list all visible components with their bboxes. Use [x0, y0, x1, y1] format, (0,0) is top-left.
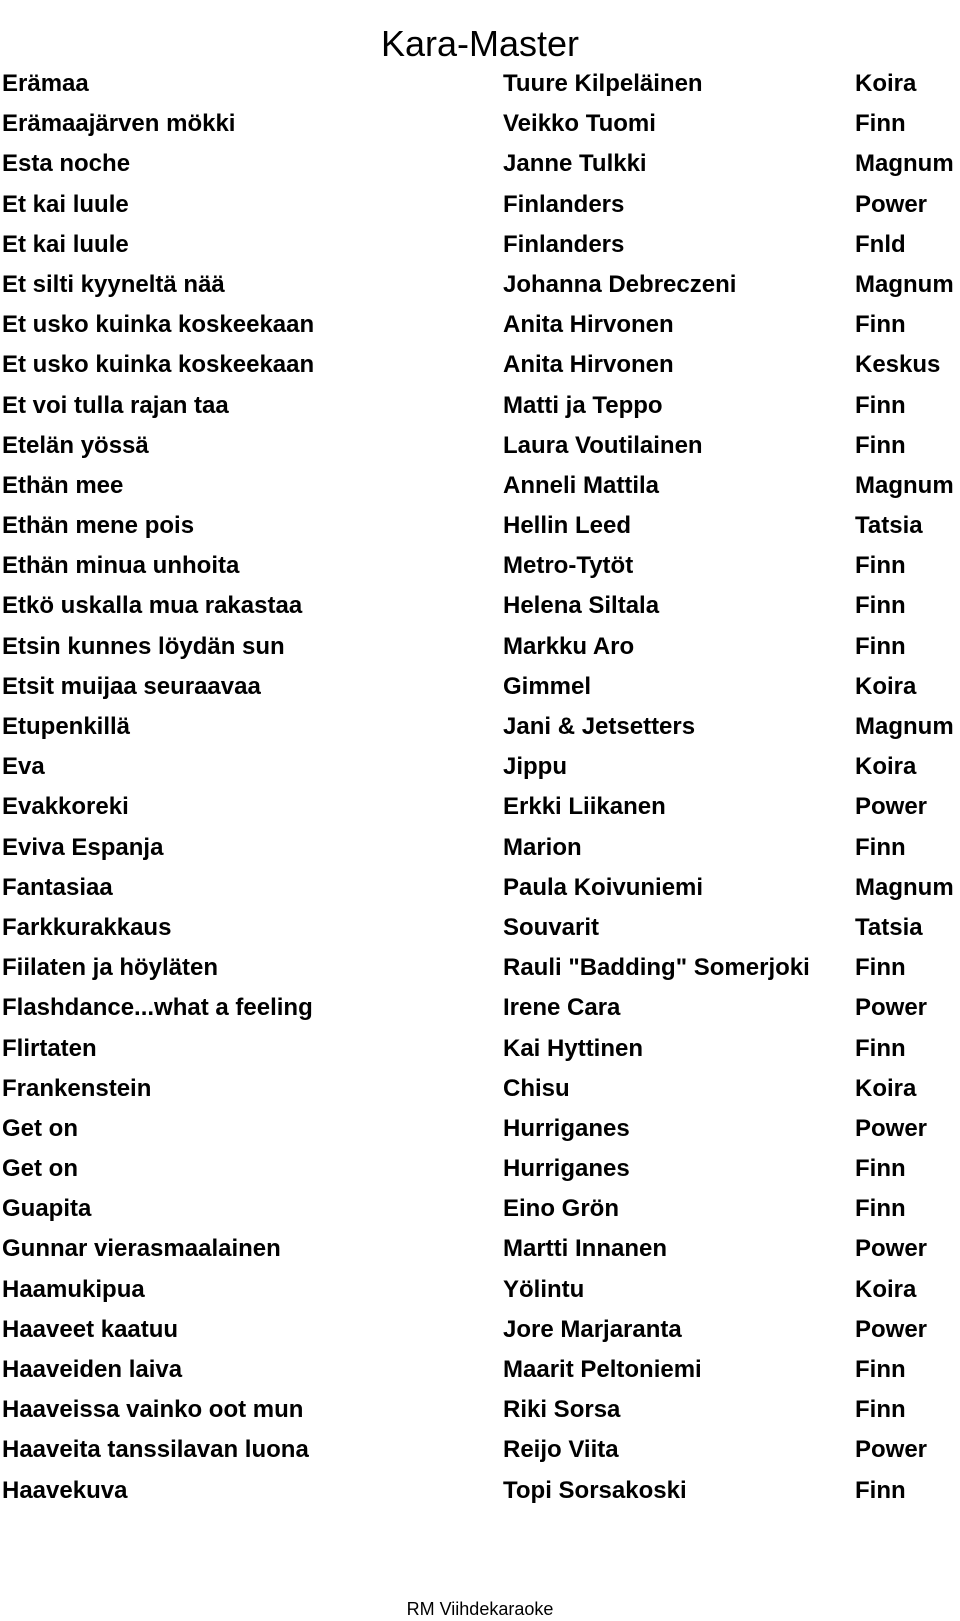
song-title: Etsit muijaa seuraavaa [2, 672, 261, 700]
song-row [0, 627, 960, 667]
song-title: Eva [2, 753, 45, 781]
song-row [0, 546, 960, 586]
song-artist: Johanna Debreczeni [503, 270, 737, 298]
page-footer: RM Viihdekaraoke [406, 1599, 554, 1619]
song-title: Gunnar vierasmaalainen [2, 1235, 281, 1263]
song-artist: Erkki Liikanen [503, 793, 666, 821]
song-title: Erämaa [2, 70, 89, 97]
song-artist: Paula Koivuniemi [503, 873, 704, 901]
song-artist: Eino Grön [503, 1195, 619, 1223]
song-row [0, 144, 960, 184]
song-title: Esta noche [2, 150, 131, 178]
song-artist: Jani & Jetsetters [503, 713, 696, 740]
song-title: Haaveet kaatuu [2, 1315, 179, 1343]
song-artist: Finlanders [503, 190, 625, 218]
song-row [0, 707, 960, 747]
song-artist: Martti Innanen [503, 1235, 668, 1263]
song-artist: Gimmel [503, 672, 592, 700]
song-label: Tatsia [855, 913, 923, 941]
song-title: Et silti kyyneltä nää [2, 270, 225, 298]
song-title: Flashdance...what a feeling [2, 994, 313, 1022]
song-title: Etsin kunnes löydän sun [2, 632, 285, 660]
song-title: Guapita [2, 1195, 92, 1223]
song-row [0, 225, 960, 265]
song-artist: Chisu [503, 1074, 570, 1102]
song-row [0, 305, 960, 345]
song-title: Et kai luule [2, 190, 129, 218]
song-label: Koira [855, 1074, 917, 1102]
song-artist: Reijo Viita [503, 1436, 619, 1464]
song-title: Frankenstein [2, 1074, 152, 1102]
song-row [0, 667, 960, 707]
song-title: Ethän minua unhoita [2, 552, 240, 580]
song-row [0, 1069, 960, 1109]
song-label: Finn [855, 311, 906, 339]
song-row [0, 988, 960, 1028]
song-title: Haaveissa vainko oot mun [2, 1396, 304, 1424]
song-row [0, 386, 960, 426]
song-row [0, 1471, 960, 1511]
song-title: Et usko kuinka koskeekaan [2, 351, 315, 379]
song-row [0, 787, 960, 827]
song-title: Haaveita tanssilavan luona [2, 1436, 309, 1464]
song-row [0, 1430, 960, 1470]
song-artist: Helena Siltala [503, 592, 660, 620]
song-label: Magnum [855, 713, 954, 740]
song-row [0, 104, 960, 144]
song-label: Power [855, 1235, 928, 1263]
song-row [0, 265, 960, 305]
song-row [0, 908, 960, 948]
song-row [0, 345, 960, 385]
song-label: Magnum [855, 270, 954, 298]
song-artist: Rauli "Badding" Somerjoki [503, 954, 810, 982]
song-artist: Tuure Kilpeläinen [503, 70, 703, 97]
song-label: Koira [855, 70, 917, 97]
song-artist: Souvarit [503, 913, 600, 941]
song-artist: Hurriganes [503, 1155, 630, 1183]
song-artist: Kai Hyttinen [503, 1034, 644, 1062]
song-label: Finn [855, 833, 906, 861]
song-label: Finn [855, 552, 906, 580]
song-artist: Riki Sorsa [503, 1396, 621, 1424]
song-row [0, 868, 960, 908]
song-label: Power [855, 793, 928, 821]
song-label: Power [855, 1436, 928, 1464]
song-artist: Anita Hirvonen [503, 311, 674, 339]
song-row [0, 948, 960, 988]
song-label: Koira [855, 672, 917, 700]
song-artist: Anneli Mattila [503, 471, 660, 499]
song-artist: Jippu [503, 753, 567, 781]
song-title: Fantasiaa [2, 873, 113, 901]
song-label: Finn [855, 1195, 906, 1223]
song-title: Etelän yössä [2, 431, 149, 459]
song-artist: Topi Sorsakoski [503, 1476, 687, 1504]
song-row [0, 1149, 960, 1189]
song-title: Get on [2, 1114, 78, 1142]
song-label: Magnum [855, 873, 954, 901]
song-label: Finn [855, 592, 906, 620]
song-label: Finn [855, 954, 906, 982]
song-title: Etupenkillä [2, 713, 131, 740]
song-title: Et kai luule [2, 230, 129, 258]
song-row [0, 506, 960, 546]
song-title: Etkö uskalla mua rakastaa [2, 592, 303, 620]
song-title: Evakkoreki [2, 793, 129, 821]
song-label: Power [855, 1114, 928, 1142]
song-artist: Markku Aro [503, 632, 635, 660]
song-label: Finn [855, 1034, 906, 1062]
song-title: Et usko kuinka koskeekaan [2, 311, 315, 339]
page-title: Kara-Master [380, 23, 580, 65]
song-title: Ethän mene pois [2, 512, 195, 540]
song-artist: Hurriganes [503, 1114, 630, 1142]
song-row [0, 1310, 960, 1350]
song-label: Koira [855, 1275, 917, 1303]
song-title: Haavekuva [2, 1476, 128, 1504]
song-artist: Laura Voutilainen [503, 431, 703, 459]
song-title: Flirtaten [2, 1034, 97, 1062]
song-label: Power [855, 1315, 928, 1343]
song-artist: Maarit Peltoniemi [503, 1356, 702, 1383]
song-row [0, 1029, 960, 1069]
song-row [0, 1229, 960, 1269]
song-title: Erämaajärven mökki [2, 110, 236, 138]
song-label: Finn [855, 1155, 906, 1183]
song-label: Finn [855, 1476, 906, 1504]
song-label: Magnum [855, 471, 954, 499]
song-label: Finn [855, 1396, 906, 1424]
song-artist: Veikko Tuomi [503, 110, 656, 138]
song-row [0, 586, 960, 626]
song-row [0, 747, 960, 787]
song-artist: Hellin Leed [503, 512, 632, 540]
song-artist: Irene Cara [503, 994, 621, 1022]
song-label: Magnum [855, 150, 954, 178]
song-label: Power [855, 190, 928, 218]
song-label: Finn [855, 431, 906, 459]
song-row [0, 1109, 960, 1149]
song-label: Power [855, 994, 928, 1022]
song-label: Finn [855, 632, 906, 660]
song-title: Et voi tulla rajan taa [2, 391, 229, 419]
song-label: Tatsia [855, 512, 923, 540]
song-title: Farkkurakkaus [2, 913, 172, 941]
song-row [0, 1189, 960, 1229]
song-artist: Finlanders [503, 230, 625, 258]
song-title: Get on [2, 1155, 78, 1183]
song-title: Fiilaten ja höyläten [2, 954, 219, 982]
song-row [0, 1350, 960, 1390]
song-label: Finn [855, 391, 906, 419]
song-row [0, 1390, 960, 1430]
song-artist: Yölintu [503, 1275, 585, 1303]
song-label: Finn [855, 1356, 906, 1383]
song-artist: Anita Hirvonen [503, 351, 674, 379]
song-list [0, 64, 960, 1511]
song-label: Koira [855, 753, 917, 781]
song-label: Keskus [855, 351, 941, 379]
song-row [0, 185, 960, 225]
song-title: Eviva Espanja [2, 833, 164, 861]
song-row [0, 426, 960, 466]
song-title: Ethän mee [2, 471, 124, 499]
song-row [0, 828, 960, 868]
song-artist: Matti ja Teppo [503, 391, 663, 419]
song-artist: Jore Marjaranta [503, 1315, 682, 1343]
song-artist: Marion [503, 833, 582, 861]
song-row [0, 1270, 960, 1310]
song-artist: Janne Tulkki [503, 150, 647, 178]
song-label: Fnld [855, 230, 906, 258]
song-artist: Metro-Tytöt [503, 552, 634, 580]
song-title: Haamukipua [2, 1275, 145, 1303]
song-row [0, 466, 960, 506]
song-row [0, 64, 960, 104]
song-title: Haaveiden laiva [2, 1356, 183, 1383]
song-label: Finn [855, 110, 906, 138]
